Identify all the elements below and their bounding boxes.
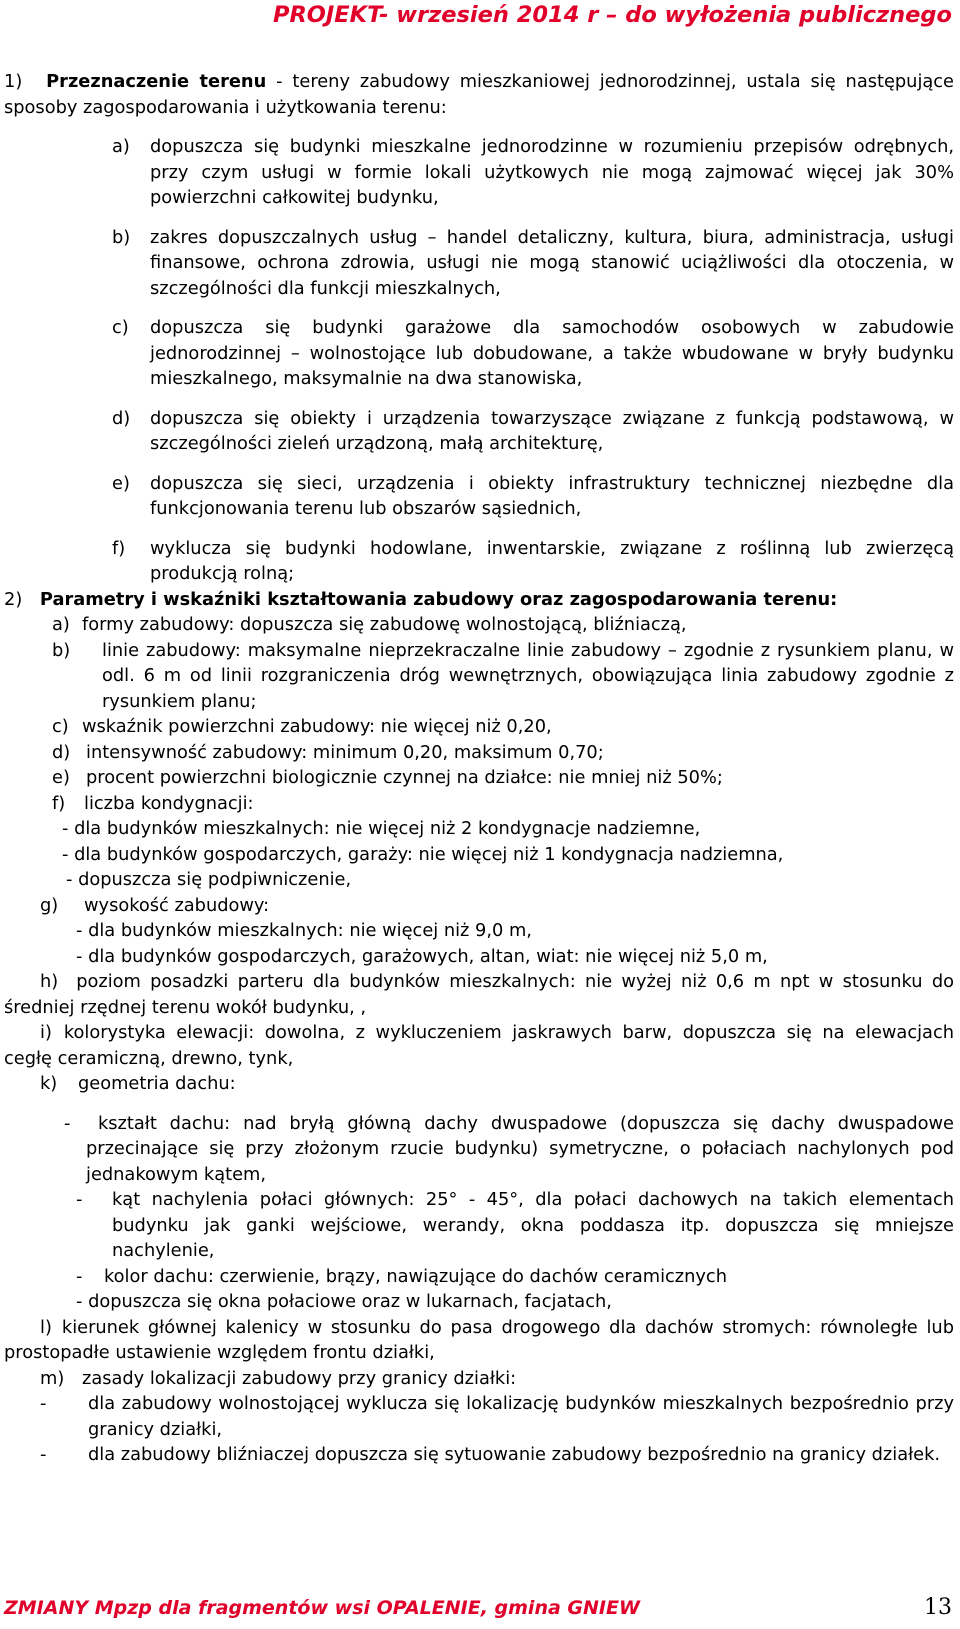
item-label: c): [52, 716, 69, 737]
item-text: poziom posadzki parteru dla budynków mieszkalnych: nie wyżej niż 0,6 m npt w stosunku do średniej rzędnej terenu wokół budynku, ,: [4, 971, 954, 1018]
section-1-item-c: [112, 315, 954, 392]
item-text: linie zabudowy: maksymalne nieprzekraczalne linie zabudowy – zgodnie z rysunkiem planu, w odl. 6 m od linii rozgraniczenia dróg wewnętrznych, obowiązująca linia zabudowy zgodnie z rysunkiem planu;: [102, 639, 954, 712]
item-label: h): [40, 971, 59, 992]
section-1-item-d: [112, 406, 954, 457]
item-text: wskaźnik powierzchni zabudowy: nie więcej niż 0,20,: [82, 716, 552, 737]
section-2-item-b: [4, 638, 954, 715]
item-label: d): [52, 741, 71, 763]
section-2-item-l: [4, 1315, 954, 1366]
page-number: 13: [924, 1595, 952, 1620]
item-text: dopuszcza się sieci, urządzenia i obiekty infrastruktury technicznej niezbędne dla funkcjonowania terenu lub obszarów sąsiednich,: [150, 472, 954, 519]
roof-windows: - dopuszcza się okna połaciowe oraz w lukarnach, facjatach,: [76, 1291, 612, 1312]
section-2-number: 2): [4, 588, 23, 610]
item-label: l): [40, 1316, 52, 1338]
page-footer: [4, 1597, 954, 1627]
section-2-item-e: [4, 765, 954, 791]
item-text: liczba kondygnacji:: [84, 792, 254, 814]
item-label: f): [52, 792, 66, 814]
item-label: c): [112, 317, 129, 338]
item-text: kolorystyka elewacji: dowolna, z wykluczeniem jaskrawych barw, dopuszcza się na elewacjach cegłę ceramiczną, drewno, tynk,: [4, 1022, 954, 1069]
section-2-item-i: [4, 1020, 954, 1071]
section-2-f-sub-1: - dla budynków mieszkalnych: nie więcej niż 2 kondygnacje nadziemne,: [62, 818, 701, 839]
section-2-f-sub-2: - dla budynków gospodarczych, garaży: nie więcej niż 1 kondygnacja nadziemna,: [62, 843, 784, 865]
item-label: g): [40, 894, 59, 916]
boundary-detached: [4, 1391, 954, 1442]
item-label: a): [52, 614, 70, 635]
item-text: kierunek głównej kalenicy w stosunku do pasa drogowego dla dachów stromych: równoległe lub prostopadłe ustawienie względem frontu działki,: [4, 1316, 954, 1363]
section-1-item-f: [112, 536, 954, 587]
item-label: e): [112, 472, 130, 494]
item-text: dopuszcza się budynki garażowe dla samochodów osobowych w zabudowie jednorodzinnej – wolnostojące lub dobudowane, a także wbudowane w bryły budynku mieszkalnego, maksymalnie na dwa stanowiska,: [150, 317, 954, 389]
item-label: m): [40, 1367, 65, 1389]
dash: -: [40, 1393, 47, 1414]
item-text: kąt nachylenia połaci głównych: 25° - 45°, dla połaci dachowych na takich elementach budynku jak ganki wejściowe, werandy, okna poddasza itp. dopuszcza się mniejsze nachylenie,: [112, 1189, 954, 1261]
item-label: b): [52, 639, 71, 661]
dash: -: [76, 1189, 83, 1210]
section-1-items: [4, 134, 954, 587]
section-2-title: Parametry i wskaźniki kształtowania zabudowy oraz zagospodarowania terenu:: [39, 588, 838, 610]
section-2-item-h: [4, 969, 954, 1020]
dash: -: [76, 1265, 83, 1287]
item-label: a): [112, 136, 130, 157]
page-header: PROJEKT- wrzesień 2014 r – do wyłożenia publicznego: [272, 2, 952, 28]
section-1-item-b: [112, 225, 954, 302]
section-2-g-sub-1: - dla budynków mieszkalnych: nie więcej niż 9,0 m,: [76, 920, 532, 941]
item-label: e): [52, 767, 70, 788]
dash: -: [64, 1112, 71, 1134]
item-text: procent powierzchni biologicznie czynnej na działce: nie mniej niż 50%;: [86, 767, 723, 788]
boundary-semidetached: [4, 1442, 954, 1468]
item-text: dopuszcza się budynki mieszkalne jednorodzinne w rozumieniu przepisów odrębnych, przy czym usługi w formie lokali użytkowych nie mogą zajmować więcej jak 30% powierzchni całkowitej budynku,: [150, 136, 954, 208]
section-1-item-e: [112, 471, 954, 522]
section-2-item-f: [4, 791, 954, 817]
section-2-heading: [4, 587, 954, 613]
roof-angle: [4, 1187, 954, 1264]
roof-color: [4, 1264, 954, 1290]
item-label: f): [112, 537, 126, 559]
item-text: zakres dopuszczalnych usług – handel detaliczny, kultura, biura, administracja, usługi finansowe, ochrona zdrowia, usługi nie mogą stanowić uciążliwości dla otoczenia, w szczególności dla funkcji mieszkalnych,: [150, 226, 954, 299]
document-body: [4, 69, 954, 1468]
section-2-item-k: [4, 1071, 954, 1097]
roof-shape: [4, 1111, 954, 1188]
section-2-g-sub-2: - dla budynków gospodarczych, garażowych, altan, wiat: nie więcej niż 5,0 m,: [76, 945, 768, 967]
footer-title: ZMIANY Mpzp dla fragmentów wsi OPALENIE, gmina GNIEW: [4, 1597, 640, 1619]
section-2-item-d: [4, 740, 954, 766]
item-text: geometria dachu:: [78, 1073, 236, 1094]
item-text: dla zabudowy bliźniaczej dopuszcza się sytuowanie zabudowy bezpośrednio na granicy działek.: [88, 1444, 941, 1465]
item-text: wyklucza się budynki hodowlane, inwentarskie, związane z roślinną lub zwierzęcą produkcją rolną;: [150, 537, 954, 584]
item-label: b): [112, 226, 131, 248]
section-1-item-a: [112, 134, 954, 211]
item-text: wysokość zabudowy:: [84, 894, 270, 916]
section-1-intro-text: - tereny zabudowy mieszkaniowej jednorodzinnej, ustala się następujące sposoby zagospodarowania i użytkowania terenu:: [4, 71, 954, 118]
section-2-item-m: [4, 1366, 954, 1392]
section-2-item-g: [4, 893, 954, 919]
section-2-item-a: [4, 612, 954, 638]
item-label: d): [112, 407, 131, 429]
dash: -: [40, 1444, 47, 1465]
section-2-f-sub-3: - dopuszcza się podpiwniczenie,: [66, 869, 352, 890]
item-text: formy zabudowy: dopuszcza się zabudowę wolnostojącą, bliźniaczą,: [82, 614, 687, 635]
item-text: zasady lokalizacji zabudowy przy granicy działki:: [82, 1367, 517, 1389]
item-text: dopuszcza się obiekty i urządzenia towarzyszące związane z funkcją podstawową, w szczególności zieleń urządzoną, małą architekturę,: [150, 407, 954, 454]
section-1-number: 1): [4, 71, 23, 92]
item-label: i): [40, 1022, 52, 1043]
item-text: dla zabudowy wolnostojącej wyklucza się lokalizację budynków mieszkalnych bezpośrednio przy granicy działki,: [88, 1393, 954, 1440]
section-1-title: Przeznaczenie terenu: [46, 71, 267, 92]
item-text: kolor dachu: czerwienie, brązy, nawiązujące do dachów ceramicznych: [104, 1265, 727, 1287]
item-label: k): [40, 1073, 58, 1094]
item-text: kształt dachu: nad bryłą główną dachy dwuspadowe (dopuszcza się dachy dwuspadowe przecinające się przy złożonym rzucie budynku) symetryczne, o połaciach nachylonych pod jednakowym kątem,: [86, 1112, 954, 1185]
section-1-intro: [4, 69, 954, 120]
item-text: intensywność zabudowy: minimum 0,20, maksimum 0,70;: [86, 741, 604, 763]
section-2-item-c: [4, 714, 954, 740]
